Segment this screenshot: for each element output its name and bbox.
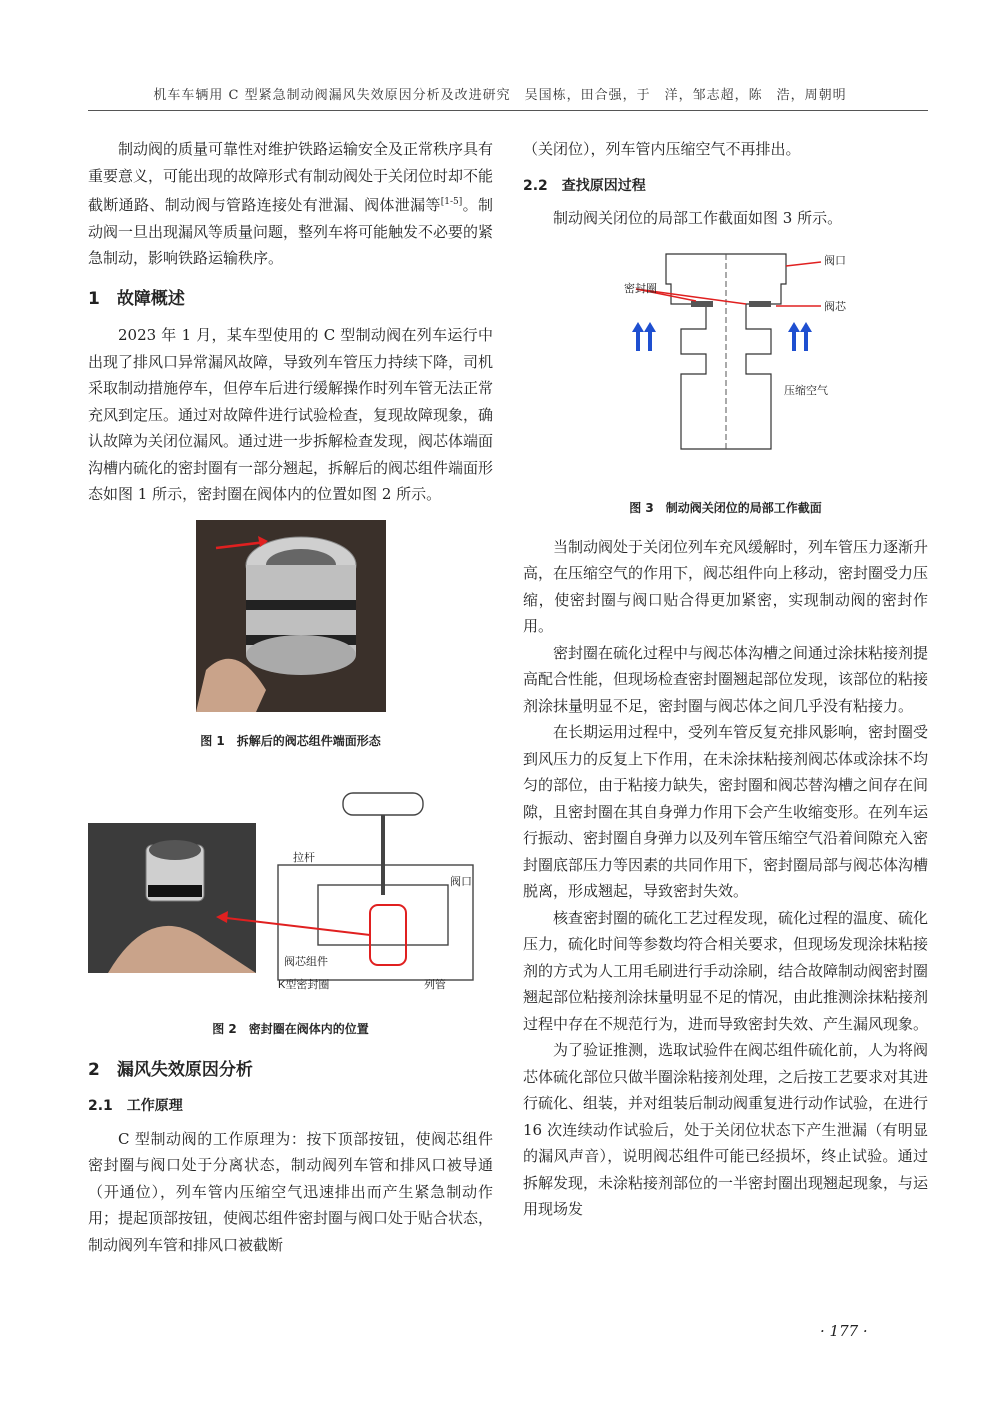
section-2-1-paragraph: C 型制动阀的工作原理为：按下顶部按钮，使阀芯组件密封圈与阀口处于分离状态，制动阀列车管和排风口被导通（开通位），列车管内压缩空气迅速排出而产生紧急制动作用；提起顶部按钮，使阀芯组件密封圈与阀口处于贴合状态，制动阀列车管和排风口被截断 (88, 1129, 494, 1254)
label-air: 压缩空气 (783, 384, 828, 397)
figure-1 (88, 520, 493, 755)
continuation-text: （关闭位），列车管内压缩空气不再排出。 (523, 140, 801, 158)
section-1-paragraph: 2023 年 1 月，某车型使用的 C 型制动阀在列车运行中出现了排风口异常漏风故障，导致列车管压力持续下降，司机采取制动措施停车，但停车后进行缓解操作时列车管无法正常充风到定压。通过对故障件进行试验检查，复现故障现象，确认故障为关闭位漏风。通过进一步拆解检查发现，阀芯体端面沟槽内硫化的密封圈有一部分翘起，拆解后的阀芯组件端面形态如图 1 所示，密封圈在阀体内的位置如图 2 所示。 (88, 326, 494, 503)
figure-1-caption: 图 1 拆解后的阀芯组件端面形态 (200, 734, 381, 748)
header-rule (88, 110, 928, 111)
section-2-1-title: 2.1 工作原理 (88, 1098, 183, 1114)
paragraph-2: 密封圈在硫化过程中与阀芯体沟槽之间通过涂抹粘接剂提高配合性能，但现场检查密封圈翘起部位发现，该部位的粘接剂涂抹量明显不足，密封圈与阀芯体之间几乎没有粘接力。 (523, 643, 929, 715)
section-2-title: 2 漏风失效原因分析 (88, 1059, 253, 1080)
section-2-2-intro: 制动阀关闭位的局部工作截面如图 3 所示。 (553, 209, 843, 227)
label-lever: 拉杆 (293, 851, 315, 864)
intro-text-2: 。制动阀一旦出现漏风等质量问题，整列车将可能触发不必要的紧急制动，影响铁路运输秩序。 (88, 196, 494, 267)
intro-citation[interactable]: [1-5] (440, 197, 463, 207)
paragraph-1: 当制动阀处于关闭位列车充风缓解时，列车管压力逐渐升高，在压缩空气的作用下，阀芯组件向上移动，密封圈受力压缩，使密封圈与阀口贴合得更加紧密，实现制动阀的密封作用。 (523, 537, 929, 635)
paragraph-5: 为了验证推测，选取试验件在阀芯组件硫化前，人为将阀芯体硫化部位只做半圈涂粘接剂处理，之后按工艺要求对其进行硫化、组装，并对组装后制动阀重复进行动作试验，在进行 16 次连续动作试验后，处于关闭位状态下产生泄漏（有明显的漏风声音），说明阀芯组件可能已经损坏，终止试验。通过拆解发现，未涂粘接剂部位的一半密封圈出现翘起现象，与运用现场发 (523, 1041, 929, 1218)
intro-paragraph (88, 136, 493, 272)
figure-3 (523, 244, 928, 522)
air-arrow-left-icon (632, 322, 656, 351)
figure-1-illustration (196, 520, 386, 712)
label-pipe: 列管 (424, 978, 446, 991)
air-arrow-right-icon (788, 322, 812, 351)
label-core-assembly: 阀芯组件 (284, 955, 328, 968)
label-port: 阀口 (823, 254, 846, 267)
right-column (523, 136, 928, 1223)
left-column (88, 136, 493, 1258)
label-seal: K型密封圈 (278, 978, 330, 991)
figure-3-illustration (596, 244, 856, 479)
paragraph-4: 核查密封圈的硫化工艺过程发现，硫化过程的温度、硫化压力，硫化时间等参数均符合相关要求，但现场发现涂抹粘接剂的方式为人工用毛刷进行手动涂刷，结合故障制动阀密封圈翘起部位粘接剂涂抹量明显不足的情况，由此推测涂抹粘接剂过程中存在不规范行为，进而导致密封失效、产生漏风现象。 (523, 908, 929, 1033)
figure-2-illustration (88, 785, 493, 1000)
section-1-title: 1 故障概述 (88, 288, 185, 309)
running-header: 机车车辆用 C 型紧急制动阀漏风失效原因分析及改进研究 吴国栋，田合强，于 洋，邹志超，陈 浩，周朝明 (153, 88, 847, 103)
figure-2-caption: 图 2 密封圈在阀体内的位置 (212, 1022, 369, 1036)
figure-2 (88, 785, 493, 1043)
page-number: · 177 · (820, 1322, 868, 1340)
label-core: 阀芯 (823, 300, 846, 313)
figure-3-caption: 图 3 制动阀关闭位的局部工作截面 (629, 501, 822, 515)
section-2-2-title: 2.2 查找原因过程 (523, 177, 646, 194)
intro-text-1: 制动阀的质量可靠性对维护铁路运输安全及正常秩序具有重要意义，可能出现的故障形式有制动阀处于关闭位时却不能截断通路、制动阀与管路连接处有泄漏、阀体泄漏等 (88, 140, 494, 214)
figure-1-photo (196, 520, 386, 712)
label-valve-port: 阀口 (450, 875, 472, 888)
label-seal: 密封圈 (623, 282, 657, 295)
paragraph-3: 在长期运用过程中，受列车管反复充排风影响，密封圈受到风压力的反复上下作用，在未涂抹粘接剂阀芯体或涂抹不均匀的部位，由于粘接力缺失，密封圈和阀芯替沟槽之间存在间隙，且密封圈在其自身弹力作用下会产生收缩变形。在列车运行振动、密封圈自身弹力以及列车管压缩空气沿着间隙充入密封圈底部压力等因素的共同作用下，密封圈局部与阀芯体沟槽脱离，形成翘起，导致密封失效。 (523, 723, 929, 900)
